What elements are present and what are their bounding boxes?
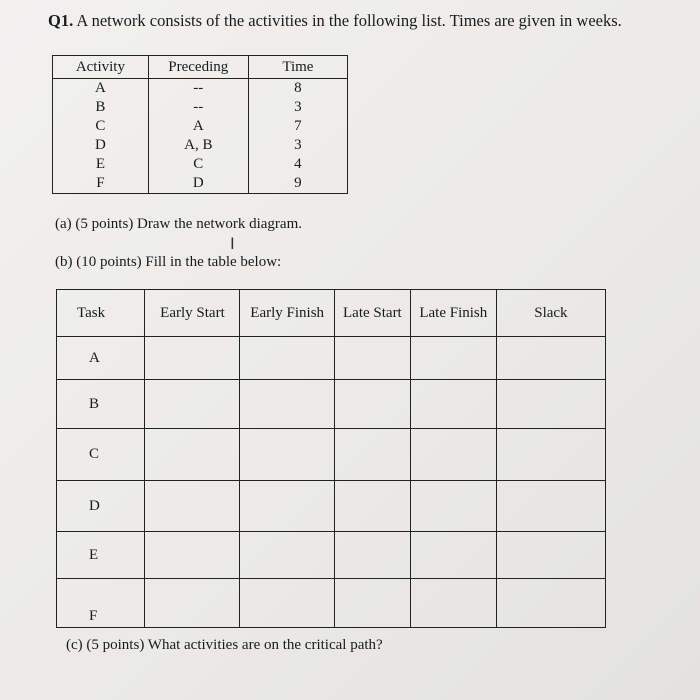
question-label: Q1. (48, 11, 74, 30)
slack-cell[interactable] (496, 532, 605, 579)
schedule-row (57, 481, 606, 532)
slack-cell[interactable] (496, 579, 605, 628)
text-cursor-icon: I (230, 234, 235, 253)
task-cell: D (57, 481, 145, 532)
time-cell: 3 (248, 136, 347, 155)
late-finish-cell[interactable] (410, 481, 496, 532)
part-b-prompt: (b) (10 points) Fill in the table below: (55, 254, 282, 270)
activity-cell: B (53, 98, 149, 117)
early-start-cell[interactable] (145, 532, 240, 579)
time-cell: 3 (248, 98, 347, 117)
activity-cell: D (53, 136, 149, 155)
early-finish-cell[interactable] (240, 532, 334, 579)
late-start-cell[interactable] (334, 429, 410, 481)
header-late-finish: Late Finish (410, 290, 496, 337)
schedule-row (57, 532, 606, 579)
preceding-cell: -- (148, 79, 248, 99)
schedule-row (57, 337, 606, 380)
schedule-row (57, 380, 606, 429)
header-activity: Activity (53, 56, 149, 79)
early-finish-cell[interactable] (240, 481, 334, 532)
slack-cell[interactable] (496, 380, 605, 429)
schedule-table (56, 289, 606, 628)
early-start-cell[interactable] (145, 579, 240, 628)
task-cell: C (57, 429, 145, 481)
preceding-cell: -- (148, 98, 248, 117)
late-finish-cell[interactable] (410, 532, 496, 579)
late-finish-cell[interactable] (410, 579, 496, 628)
preceding-cell: A, B (148, 136, 248, 155)
slack-cell[interactable] (496, 429, 605, 481)
header-preceding: Preceding (148, 56, 248, 79)
late-start-cell[interactable] (334, 380, 410, 429)
task-cell: A (57, 337, 145, 380)
activity-row (53, 155, 348, 174)
activity-table-header (53, 56, 348, 79)
activity-cell: C (53, 117, 149, 136)
task-cell: B (57, 380, 145, 429)
question-title (48, 11, 622, 31)
activity-cell: A (53, 79, 149, 99)
header-slack: Slack (496, 290, 605, 337)
header-late-start: Late Start (334, 290, 410, 337)
schedule-table-header (57, 290, 606, 337)
task-cell: E (57, 532, 145, 579)
late-finish-cell[interactable] (410, 429, 496, 481)
activity-row (53, 174, 348, 194)
task-cell: F (57, 579, 145, 628)
activity-table (52, 55, 348, 194)
late-finish-cell[interactable] (410, 380, 496, 429)
early-start-cell[interactable] (145, 429, 240, 481)
early-start-cell[interactable] (145, 337, 240, 380)
late-start-cell[interactable] (334, 481, 410, 532)
preceding-cell: C (148, 155, 248, 174)
early-finish-cell[interactable] (240, 337, 334, 380)
preceding-cell: A (148, 117, 248, 136)
preceding-cell: D (148, 174, 248, 194)
early-start-cell[interactable] (145, 481, 240, 532)
header-time: Time (248, 56, 347, 79)
early-finish-cell[interactable] (240, 579, 334, 628)
schedule-row (57, 579, 606, 628)
time-cell: 9 (248, 174, 347, 194)
activity-row (53, 98, 348, 117)
slack-cell[interactable] (496, 481, 605, 532)
activity-cell: F (53, 174, 149, 194)
early-start-cell[interactable] (145, 380, 240, 429)
part-c-prompt: (c) (5 points) What activities are on the critical path? (66, 637, 383, 653)
header-early-start: Early Start (145, 290, 240, 337)
activity-row (53, 79, 348, 99)
header-early-finish: Early Finish (240, 290, 334, 337)
late-start-cell[interactable] (334, 579, 410, 628)
early-finish-cell[interactable] (240, 429, 334, 481)
late-start-cell[interactable] (334, 532, 410, 579)
late-finish-cell[interactable] (410, 337, 496, 380)
time-cell: 4 (248, 155, 347, 174)
activity-row (53, 136, 348, 155)
late-start-cell[interactable] (334, 337, 410, 380)
activity-row (53, 117, 348, 136)
header-task: Task (57, 290, 145, 337)
time-cell: 7 (248, 117, 347, 136)
question-text: A network consists of the activities in the following list. Times are given in weeks. (73, 11, 622, 30)
schedule-row (57, 429, 606, 481)
activity-cell: E (53, 155, 149, 174)
part-a-prompt: (a) (5 points) Draw the network diagram. (55, 216, 303, 232)
time-cell: 8 (248, 79, 347, 99)
early-finish-cell[interactable] (240, 380, 334, 429)
slack-cell[interactable] (496, 337, 605, 380)
